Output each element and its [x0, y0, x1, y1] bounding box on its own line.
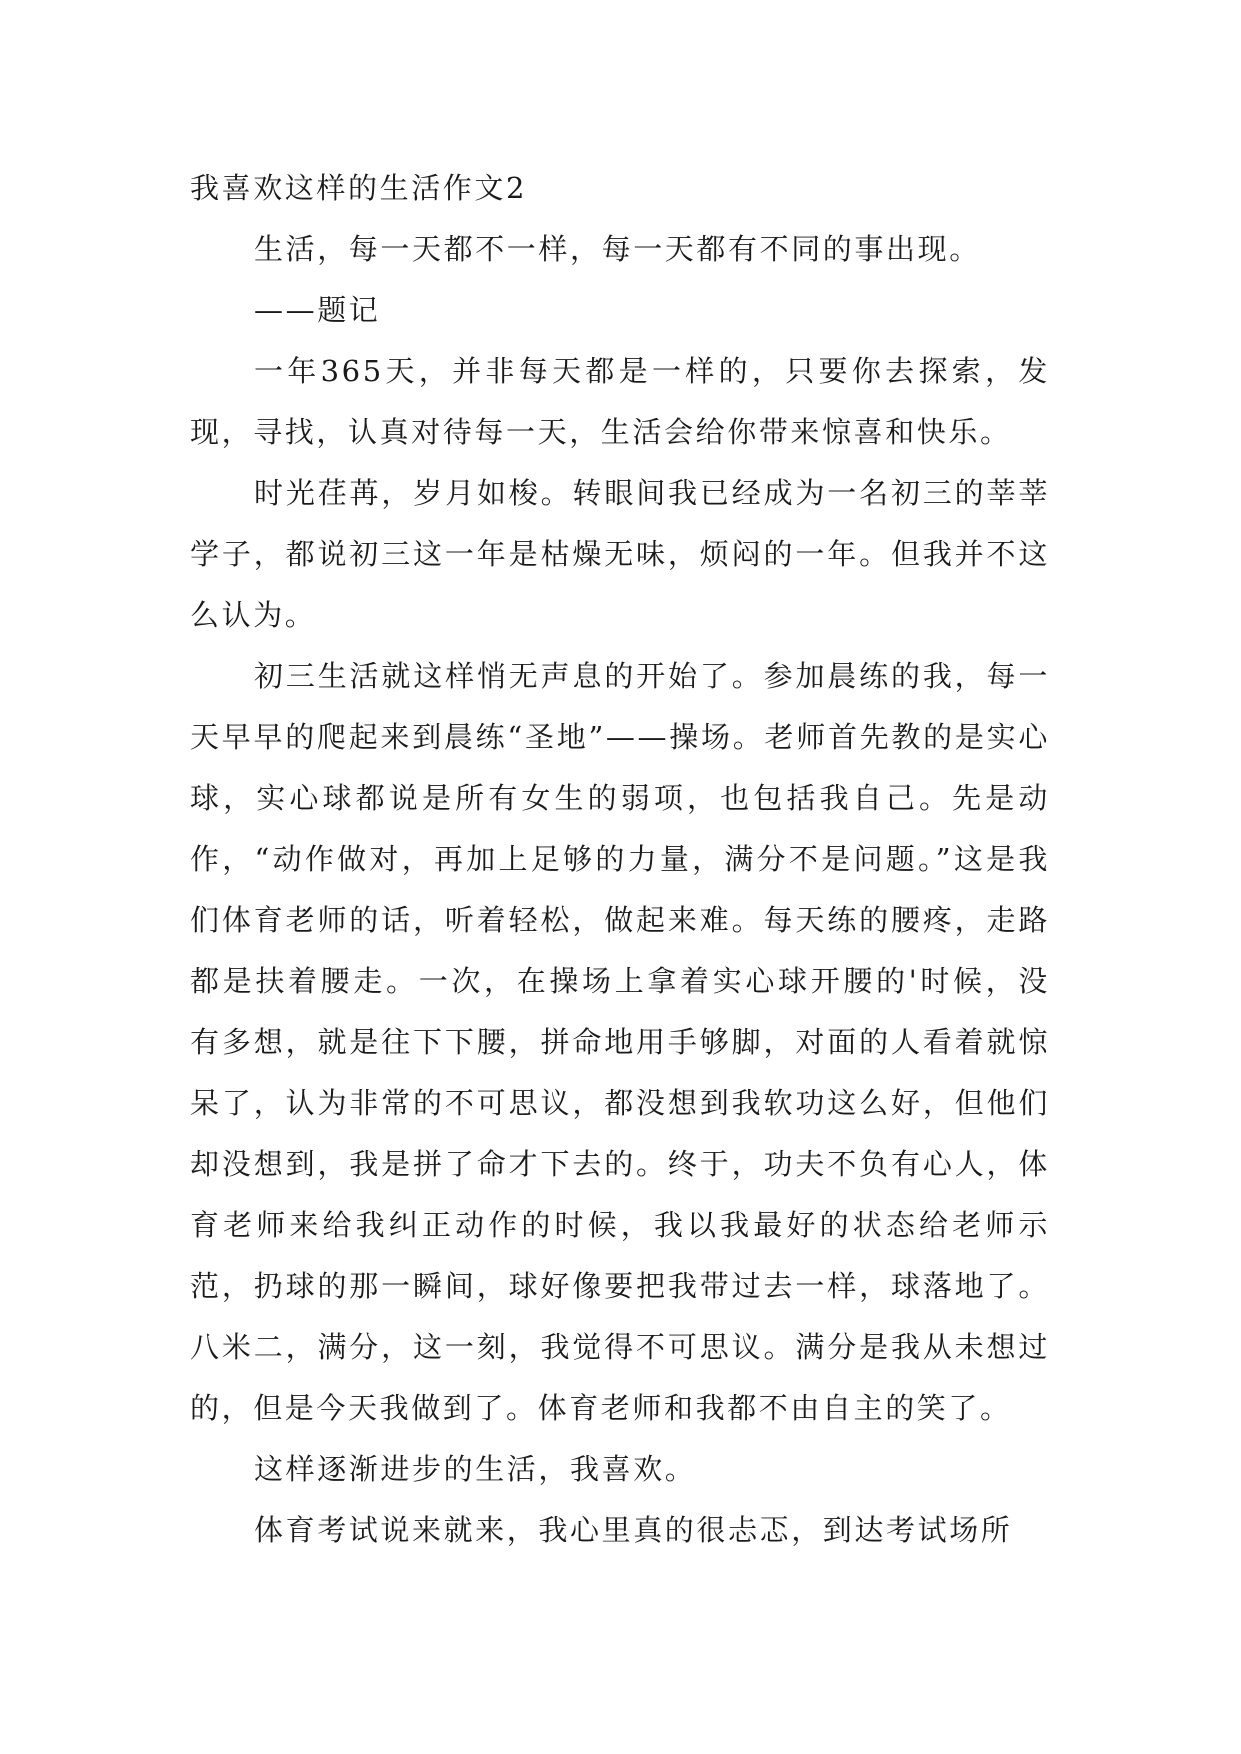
paragraph-epigraph-attribution: ——题记	[254, 293, 381, 327]
paragraph-progress: 这样逐渐进步的生活，我喜欢。	[254, 1452, 697, 1486]
paragraph-exam: 体育考试说来就来，我心里真的很忐忑，到达考试场所	[254, 1513, 1013, 1547]
document-body	[190, 158, 1050, 1561]
document-title: 我喜欢这样的生活作文2	[190, 171, 528, 205]
paragraph-epigraph: 生活，每一天都不一样，每一天都有不同的事出现。	[254, 232, 981, 266]
paragraph-time: 时光荏苒，岁月如梭。转眼间我已经成为一名初三的莘莘学子，都说初三这一年是枯燥无味，烦闷的一年。但我并不这么认为。	[190, 476, 1050, 632]
paragraph-intro: 一年365天，并非每天都是一样的，只要你去探索，发现，寻找，认真对待每一天，生活会给你带来惊喜和快乐。	[190, 354, 1050, 449]
paragraph-training: 初三生活就这样悄无声息的开始了。参加晨练的我，每一天早早的爬起来到晨练“圣地”——操场。老师首先教的是实心球，实心球都说是所有女生的弱项，也包括我自己。先是动作，“动作做对，再加上足够的力量，满分不是问题。”这是我们体育老师的话，听着轻松，做起来难。每天练的腰疼，走路都是扶着腰走。一次，在操场上拿着实心球开腰的'时候，没有多想，就是往下下腰，拼命地用手够脚，对面的人看着就惊呆了，认为非常的不可思议，都没想到我软功这么好，但他们却没想到，我是拼了命才下去的。终于，功夫不负有心人，体育老师来给我纠正动作的时候，我以我最好的状态给老师示范，扔球的那一瞬间，球好像要把我带过去一样，球落地了。八米二，满分，这一刻，我觉得不可思议。满分是我从未想过的，但是今天我做到了。体育老师和我都不由自主的笑了。	[190, 659, 1050, 1425]
